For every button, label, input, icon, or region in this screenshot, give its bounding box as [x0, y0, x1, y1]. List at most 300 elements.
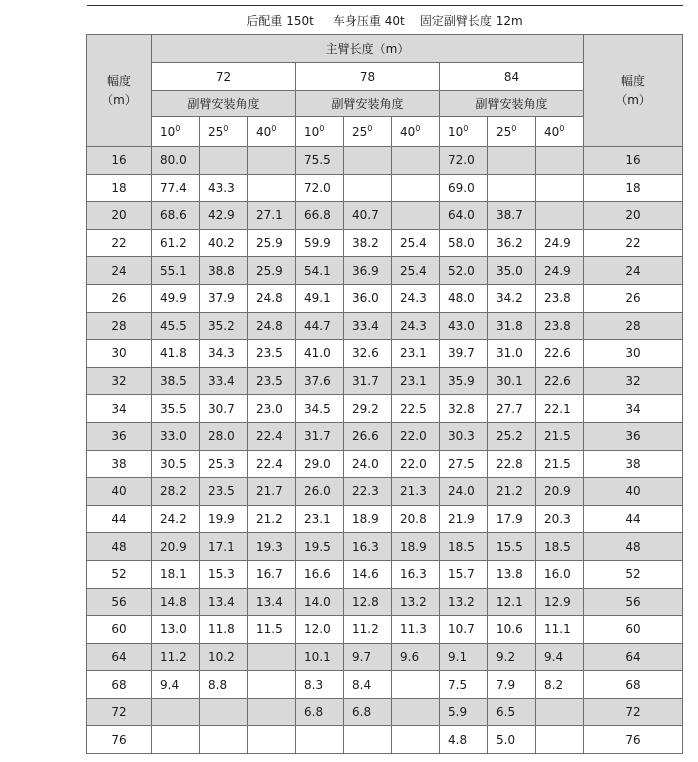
- angle-value: 10: [304, 124, 320, 139]
- load-value-cell: 16.3: [344, 533, 392, 561]
- radius-cell-right: 52: [584, 560, 683, 588]
- load-value-cell: 33.4: [200, 367, 248, 395]
- load-value-cell: 36.0: [344, 284, 392, 312]
- radius-cell-right: 16: [584, 147, 683, 175]
- load-value-cell: 20.8: [392, 505, 440, 533]
- degree-mark: 0: [223, 123, 229, 133]
- load-chart-table: [86, 5, 683, 754]
- radius-cell-left: 52: [87, 560, 152, 588]
- load-value-cell: 24.3: [392, 312, 440, 340]
- load-value-cell: 21.3: [392, 478, 440, 506]
- radius-cell-right: 24: [584, 257, 683, 285]
- load-value-cell: 15.5: [488, 533, 536, 561]
- load-value-cell: 13.0: [152, 616, 200, 644]
- load-value-cell: 49.1: [296, 284, 344, 312]
- load-value-cell: 13.4: [248, 588, 296, 616]
- load-value-cell: [392, 726, 440, 754]
- load-value-cell: 44.7: [296, 312, 344, 340]
- load-value-cell: 23.5: [200, 478, 248, 506]
- load-value-cell: 27.7: [488, 395, 536, 423]
- load-value-cell: 8.2: [536, 671, 584, 699]
- load-value-cell: 24.9: [536, 229, 584, 257]
- radius-cell-right: 76: [584, 726, 683, 754]
- load-value-cell: 40.7: [344, 202, 392, 230]
- load-value-cell: 15.3: [200, 560, 248, 588]
- radius-cell-right: 68: [584, 671, 683, 699]
- table-row: [87, 422, 683, 450]
- load-value-cell: 30.1: [488, 367, 536, 395]
- boom-length-84: 84: [440, 63, 584, 91]
- load-value-cell: 10.1: [296, 643, 344, 671]
- radius-cell-left: 28: [87, 312, 152, 340]
- load-value-cell: 35.5: [152, 395, 200, 423]
- table-row: [87, 284, 683, 312]
- degree-mark: 0: [367, 123, 373, 133]
- load-value-cell: 30.5: [152, 450, 200, 478]
- load-value-cell: 16.7: [248, 560, 296, 588]
- load-value-cell: 42.9: [200, 202, 248, 230]
- load-value-cell: 21.5: [536, 422, 584, 450]
- load-value-cell: 22.1: [536, 395, 584, 423]
- table-row: [87, 202, 683, 230]
- load-value-cell: [488, 147, 536, 175]
- load-value-cell: 33.0: [152, 422, 200, 450]
- load-value-cell: [248, 643, 296, 671]
- table-row: [87, 478, 683, 506]
- load-value-cell: 24.0: [440, 478, 488, 506]
- table-row: [87, 229, 683, 257]
- angle-value: 40: [544, 124, 560, 139]
- angle-value: 40: [400, 124, 416, 139]
- load-value-cell: 38.8: [200, 257, 248, 285]
- radius-cell-left: 24: [87, 257, 152, 285]
- load-value-cell: [248, 147, 296, 175]
- load-value-cell: 55.1: [152, 257, 200, 285]
- load-value-cell: 30.3: [440, 422, 488, 450]
- load-value-cell: 59.9: [296, 229, 344, 257]
- load-value-cell: 22.6: [536, 367, 584, 395]
- load-value-cell: [392, 202, 440, 230]
- load-value-cell: 26.0: [296, 478, 344, 506]
- main-boom-length-header: 主臂长度（m）: [152, 35, 584, 63]
- load-value-cell: 21.9: [440, 505, 488, 533]
- load-value-cell: 16.6: [296, 560, 344, 588]
- load-value-cell: 14.6: [344, 560, 392, 588]
- load-value-cell: 9.4: [536, 643, 584, 671]
- load-value-cell: [536, 174, 584, 202]
- load-value-cell: 31.0: [488, 340, 536, 368]
- radius-cell-left: 16: [87, 147, 152, 175]
- load-value-cell: 61.2: [152, 229, 200, 257]
- radius-cell-left: 36: [87, 422, 152, 450]
- load-value-cell: 38.7: [488, 202, 536, 230]
- load-value-cell: 22.0: [392, 422, 440, 450]
- load-value-cell: 25.9: [248, 229, 296, 257]
- load-value-cell: 9.2: [488, 643, 536, 671]
- load-value-cell: 41.8: [152, 340, 200, 368]
- radius-cell-right: 28: [584, 312, 683, 340]
- angle-cell: [152, 117, 200, 147]
- load-value-cell: 13.8: [488, 560, 536, 588]
- radius-cell-left: 72: [87, 698, 152, 726]
- load-value-cell: [200, 147, 248, 175]
- radius-label-line1: 幅度: [106, 73, 131, 88]
- load-value-cell: 22.8: [488, 450, 536, 478]
- load-value-cell: 6.8: [344, 698, 392, 726]
- load-value-cell: 19.9: [200, 505, 248, 533]
- load-value-cell: 10.6: [488, 616, 536, 644]
- load-value-cell: 31.8: [488, 312, 536, 340]
- load-value-cell: 11.2: [152, 643, 200, 671]
- load-value-cell: [536, 202, 584, 230]
- angle-cell: [200, 117, 248, 147]
- radius-cell-left: 30: [87, 340, 152, 368]
- angle-value: 25: [496, 124, 512, 139]
- load-value-cell: 28.0: [200, 422, 248, 450]
- radius-label-line1: 幅度: [621, 73, 646, 88]
- load-value-cell: 35.2: [200, 312, 248, 340]
- load-value-cell: 18.9: [392, 533, 440, 561]
- load-value-cell: 25.9: [248, 257, 296, 285]
- radius-cell-right: 26: [584, 284, 683, 312]
- load-value-cell: [536, 698, 584, 726]
- load-value-cell: 11.2: [344, 616, 392, 644]
- angle-cell: [344, 117, 392, 147]
- load-value-cell: 34.2: [488, 284, 536, 312]
- load-value-cell: 38.5: [152, 367, 200, 395]
- load-value-cell: 43.3: [200, 174, 248, 202]
- radius-label-line2: （m）: [615, 92, 651, 107]
- load-value-cell: 19.5: [296, 533, 344, 561]
- load-value-cell: 20.3: [536, 505, 584, 533]
- jib-angle-header-78: 副臂安装角度: [296, 91, 440, 117]
- load-value-cell: 41.0: [296, 340, 344, 368]
- load-value-cell: 24.0: [344, 450, 392, 478]
- radius-cell-right: 30: [584, 340, 683, 368]
- radius-cell-left: 26: [87, 284, 152, 312]
- table-title: 后配重 150t 车身压重 40t 固定副臂长度 12m: [87, 6, 683, 35]
- load-value-cell: 9.7: [344, 643, 392, 671]
- load-value-cell: 22.6: [536, 340, 584, 368]
- table-row: [87, 726, 683, 754]
- load-value-cell: 24.3: [392, 284, 440, 312]
- load-value-cell: 14.8: [152, 588, 200, 616]
- load-value-cell: 25.4: [392, 229, 440, 257]
- load-value-cell: 49.9: [152, 284, 200, 312]
- load-value-cell: [152, 726, 200, 754]
- load-value-cell: 20.9: [152, 533, 200, 561]
- load-value-cell: [536, 726, 584, 754]
- radius-cell-left: 64: [87, 643, 152, 671]
- radius-cell-right: 32: [584, 367, 683, 395]
- load-value-cell: 52.0: [440, 257, 488, 285]
- load-value-cell: 33.4: [344, 312, 392, 340]
- radius-cell-left: 22: [87, 229, 152, 257]
- load-value-cell: 13.2: [440, 588, 488, 616]
- radius-cell-left: 40: [87, 478, 152, 506]
- table-row: [87, 450, 683, 478]
- load-value-cell: 10.2: [200, 643, 248, 671]
- load-value-cell: 48.0: [440, 284, 488, 312]
- load-value-cell: [200, 726, 248, 754]
- load-value-cell: 22.0: [392, 450, 440, 478]
- load-value-cell: 27.1: [248, 202, 296, 230]
- radius-cell-right: 34: [584, 395, 683, 423]
- load-value-cell: [296, 726, 344, 754]
- jib-angle-header-84: 副臂安装角度: [440, 91, 584, 117]
- table-row: [87, 671, 683, 699]
- load-value-cell: [248, 174, 296, 202]
- angle-cell: [536, 117, 584, 147]
- load-value-cell: 14.0: [296, 588, 344, 616]
- load-value-cell: 58.0: [440, 229, 488, 257]
- table-row: [87, 257, 683, 285]
- radius-cell-left: 32: [87, 367, 152, 395]
- load-value-cell: 31.7: [344, 367, 392, 395]
- load-value-cell: 10.7: [440, 616, 488, 644]
- load-value-cell: 35.0: [488, 257, 536, 285]
- degree-mark: 0: [559, 123, 565, 133]
- angle-cell: [296, 117, 344, 147]
- load-value-cell: 18.5: [440, 533, 488, 561]
- boom-length-78: 78: [296, 63, 440, 91]
- radius-header-left: [87, 35, 152, 147]
- load-value-cell: 20.9: [536, 478, 584, 506]
- load-value-cell: 25.4: [392, 257, 440, 285]
- radius-label-line2: （m）: [101, 92, 137, 107]
- load-value-cell: 36.9: [344, 257, 392, 285]
- radius-header-right: [584, 35, 683, 147]
- angle-value: 40: [256, 124, 272, 139]
- load-value-cell: 23.5: [248, 340, 296, 368]
- load-value-cell: 40.2: [200, 229, 248, 257]
- load-value-cell: 5.0: [488, 726, 536, 754]
- degree-mark: 0: [511, 123, 517, 133]
- load-value-cell: 27.5: [440, 450, 488, 478]
- load-value-cell: 9.4: [152, 671, 200, 699]
- load-value-cell: 54.1: [296, 257, 344, 285]
- load-value-cell: 16.3: [392, 560, 440, 588]
- table-row: [87, 174, 683, 202]
- load-value-cell: 43.0: [440, 312, 488, 340]
- load-value-cell: 38.2: [344, 229, 392, 257]
- table-row: [87, 533, 683, 561]
- table-row: [87, 643, 683, 671]
- load-value-cell: 23.1: [296, 505, 344, 533]
- load-value-cell: 29.2: [344, 395, 392, 423]
- radius-cell-left: 20: [87, 202, 152, 230]
- load-value-cell: 23.1: [392, 340, 440, 368]
- load-value-cell: 22.4: [248, 422, 296, 450]
- load-value-cell: 7.9: [488, 671, 536, 699]
- load-value-cell: 9.1: [440, 643, 488, 671]
- load-value-cell: 69.0: [440, 174, 488, 202]
- load-value-cell: 21.7: [248, 478, 296, 506]
- load-value-cell: 11.8: [200, 616, 248, 644]
- load-value-cell: 26.6: [344, 422, 392, 450]
- load-value-cell: 72.0: [440, 147, 488, 175]
- load-value-cell: 18.9: [344, 505, 392, 533]
- radius-cell-right: 38: [584, 450, 683, 478]
- radius-cell-right: 36: [584, 422, 683, 450]
- load-value-cell: 24.8: [248, 312, 296, 340]
- radius-cell-left: 60: [87, 616, 152, 644]
- angle-value: 25: [352, 124, 368, 139]
- load-value-cell: 21.2: [248, 505, 296, 533]
- jib-angle-header-72: 副臂安装角度: [152, 91, 296, 117]
- load-value-cell: 25.3: [200, 450, 248, 478]
- load-value-cell: [248, 671, 296, 699]
- table-row: [87, 312, 683, 340]
- radius-cell-left: 34: [87, 395, 152, 423]
- load-value-cell: 8.3: [296, 671, 344, 699]
- angle-value: 10: [448, 124, 464, 139]
- load-value-cell: [488, 174, 536, 202]
- load-value-cell: 31.7: [296, 422, 344, 450]
- table-row: [87, 588, 683, 616]
- radius-cell-right: 60: [584, 616, 683, 644]
- load-value-cell: 23.5: [248, 367, 296, 395]
- radius-cell-right: 72: [584, 698, 683, 726]
- load-value-cell: 66.8: [296, 202, 344, 230]
- load-value-cell: 30.7: [200, 395, 248, 423]
- table-row: [87, 505, 683, 533]
- load-value-cell: 29.0: [296, 450, 344, 478]
- load-value-cell: 39.7: [440, 340, 488, 368]
- degree-mark: 0: [415, 123, 421, 133]
- load-value-cell: 32.6: [344, 340, 392, 368]
- table-row: [87, 560, 683, 588]
- load-value-cell: 9.6: [392, 643, 440, 671]
- load-value-cell: 25.2: [488, 422, 536, 450]
- table-row: [87, 395, 683, 423]
- load-value-cell: 11.1: [536, 616, 584, 644]
- radius-cell-left: 18: [87, 174, 152, 202]
- table-row: [87, 367, 683, 395]
- load-value-cell: 23.8: [536, 312, 584, 340]
- load-value-cell: 12.8: [344, 588, 392, 616]
- load-value-cell: 7.5: [440, 671, 488, 699]
- radius-cell-left: 48: [87, 533, 152, 561]
- load-value-cell: 23.0: [248, 395, 296, 423]
- load-value-cell: 77.4: [152, 174, 200, 202]
- load-value-cell: 17.9: [488, 505, 536, 533]
- degree-mark: 0: [463, 123, 469, 133]
- load-value-cell: [344, 726, 392, 754]
- table-row: [87, 698, 683, 726]
- degree-mark: 0: [175, 123, 181, 133]
- radius-cell-right: 40: [584, 478, 683, 506]
- load-value-cell: 6.8: [296, 698, 344, 726]
- load-value-cell: 16.0: [536, 560, 584, 588]
- load-value-cell: 37.9: [200, 284, 248, 312]
- load-value-cell: 13.2: [392, 588, 440, 616]
- load-value-cell: 13.4: [200, 588, 248, 616]
- load-value-cell: [536, 147, 584, 175]
- load-value-cell: [344, 147, 392, 175]
- load-value-cell: [248, 726, 296, 754]
- radius-cell-right: 64: [584, 643, 683, 671]
- degree-mark: 0: [319, 123, 325, 133]
- load-value-cell: 72.0: [296, 174, 344, 202]
- angle-cell: [392, 117, 440, 147]
- load-value-cell: 18.1: [152, 560, 200, 588]
- radius-cell-right: 18: [584, 174, 683, 202]
- load-value-cell: 23.1: [392, 367, 440, 395]
- load-value-cell: [248, 698, 296, 726]
- load-value-cell: 11.5: [248, 616, 296, 644]
- load-value-cell: 37.6: [296, 367, 344, 395]
- boom-length-72: 72: [152, 63, 296, 91]
- load-value-cell: [392, 147, 440, 175]
- load-value-cell: 12.0: [296, 616, 344, 644]
- load-value-cell: [392, 174, 440, 202]
- radius-cell-left: 44: [87, 505, 152, 533]
- load-value-cell: 34.5: [296, 395, 344, 423]
- load-value-cell: 15.7: [440, 560, 488, 588]
- radius-cell-left: 38: [87, 450, 152, 478]
- load-value-cell: 19.3: [248, 533, 296, 561]
- load-value-cell: 4.8: [440, 726, 488, 754]
- load-value-cell: 5.9: [440, 698, 488, 726]
- load-value-cell: 8.4: [344, 671, 392, 699]
- angle-value: 25: [208, 124, 224, 139]
- angle-cell: [248, 117, 296, 147]
- radius-cell-left: 76: [87, 726, 152, 754]
- table-row: [87, 616, 683, 644]
- title-row: [87, 6, 683, 35]
- load-value-cell: 8.8: [200, 671, 248, 699]
- load-value-cell: 80.0: [152, 147, 200, 175]
- load-value-cell: [392, 698, 440, 726]
- radius-cell-left: 56: [87, 588, 152, 616]
- load-value-cell: 12.9: [536, 588, 584, 616]
- table-row: [87, 340, 683, 368]
- angle-cell: [440, 117, 488, 147]
- radius-cell-right: 56: [584, 588, 683, 616]
- load-value-cell: 22.4: [248, 450, 296, 478]
- radius-cell-right: 20: [584, 202, 683, 230]
- radius-cell-right: 44: [584, 505, 683, 533]
- load-value-cell: 24.2: [152, 505, 200, 533]
- load-value-cell: 28.2: [152, 478, 200, 506]
- load-value-cell: 22.5: [392, 395, 440, 423]
- load-value-cell: 6.5: [488, 698, 536, 726]
- load-value-cell: 17.1: [200, 533, 248, 561]
- load-value-cell: 64.0: [440, 202, 488, 230]
- load-value-cell: 68.6: [152, 202, 200, 230]
- load-value-cell: 24.8: [248, 284, 296, 312]
- load-value-cell: 22.3: [344, 478, 392, 506]
- load-value-cell: 12.1: [488, 588, 536, 616]
- load-value-cell: 35.9: [440, 367, 488, 395]
- load-value-cell: 21.2: [488, 478, 536, 506]
- load-value-cell: 18.5: [536, 533, 584, 561]
- load-value-cell: 11.3: [392, 616, 440, 644]
- load-value-cell: [344, 174, 392, 202]
- load-value-cell: [200, 698, 248, 726]
- load-value-cell: 34.3: [200, 340, 248, 368]
- load-value-cell: 24.9: [536, 257, 584, 285]
- load-value-cell: 45.5: [152, 312, 200, 340]
- load-value-cell: 23.8: [536, 284, 584, 312]
- radius-cell-right: 48: [584, 533, 683, 561]
- table-row: [87, 147, 683, 175]
- radius-cell-right: 22: [584, 229, 683, 257]
- load-value-cell: [152, 698, 200, 726]
- load-value-cell: 75.5: [296, 147, 344, 175]
- load-value-cell: [392, 671, 440, 699]
